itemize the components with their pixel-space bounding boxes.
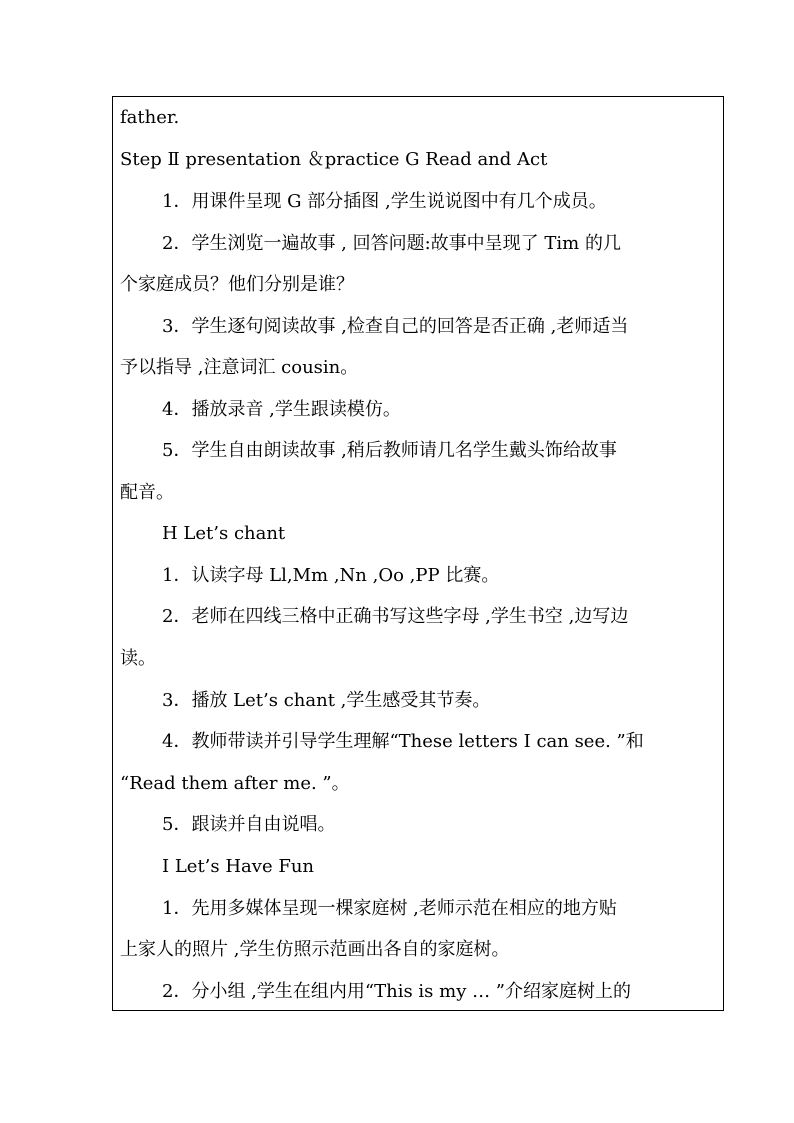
text-line-13: 读。 (120, 648, 156, 669)
text-line-12: 2．老师在四线三格中正确书写这些字母 ,学生书空 ,边写边 (162, 606, 629, 627)
text-line-21: 2．分小组 ,学生在组内用“This is my … ”介绍家庭树上的 (162, 981, 632, 1002)
text-line-9: 配音。 (120, 482, 174, 503)
text-line-2: 1．用课件呈现 G 部分插图 ,学生说说图中有几个成员。 (162, 191, 607, 212)
text-line-10: H Let’s chant (162, 523, 286, 544)
text-line-4: 个家庭成员？他们分别是谁？ (120, 274, 354, 295)
text-line-5: 3．学生逐句阅读故事 ,检查自己的回答是否正确 ,老师适当 (162, 316, 629, 337)
text-line-20: 上家人的照片 ,学生仿照示范画出各自的家庭树。 (120, 939, 510, 960)
text-line-0: father. (120, 107, 180, 128)
text-line-14: 3．播放 Let’s chant ,学生感受其节奏。 (162, 690, 491, 711)
text-line-7: 4．播放录音 ,学生跟读模仿。 (162, 399, 401, 420)
text-line-3: 2．学生浏览一遍故事 , 回答问题:故事中呈现了 Tim 的几 (162, 233, 621, 254)
text-line-1: Step Ⅱ presentation ＆practice G Read and Act (120, 149, 548, 170)
text-line-11: 1．认读字母 Ll,Mm ,Nn ,Oo ,PP 比赛。 (162, 565, 500, 586)
text-line-19: 1．先用多媒体呈现一棵家庭树 ,老师示范在相应的地方贴 (162, 898, 617, 919)
text-line-18: I Let’s Have Fun (162, 856, 314, 877)
text-line-17: 5．跟读并自由说唱。 (162, 814, 336, 835)
text-line-15: 4．教师带读并引导学生理解“These letters I can see. ”和 (162, 731, 644, 752)
text-line-16: “Read them after me. ”。 (120, 773, 350, 794)
text-line-6: 予以指导 ,注意词汇 cousin。 (120, 357, 359, 378)
text-line-8: 5．学生自由朗读故事 ,稍后教师请几名学生戴头饰给故事 (162, 440, 617, 461)
